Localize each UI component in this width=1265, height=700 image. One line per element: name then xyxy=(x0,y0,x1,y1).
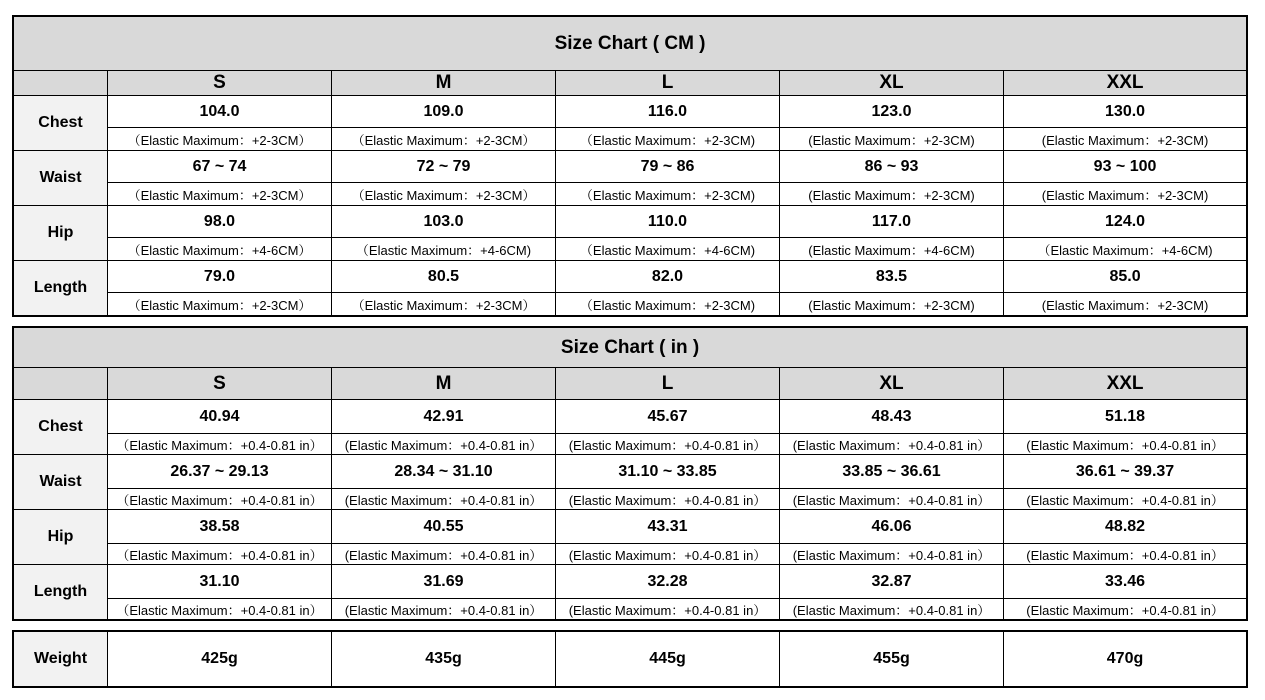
cm-value: 79.0 xyxy=(108,261,332,293)
cm-note: (Elastic Maximum：+2-3CM) xyxy=(1004,293,1247,316)
in-row-length xyxy=(14,565,1247,599)
in-note: (Elastic Maximum：+0.4-0.81 in） xyxy=(1004,489,1247,510)
in-size-header-m: M xyxy=(332,368,556,400)
in-value: 36.61 ~ 39.37 xyxy=(1004,455,1247,489)
cm-size-header-s: S xyxy=(108,71,332,96)
in-value: 28.34 ~ 31.10 xyxy=(332,455,556,489)
cm-value: 110.0 xyxy=(556,206,780,238)
in-note: (Elastic Maximum：+0.4-0.81 in） xyxy=(1004,599,1247,620)
cm-row-waist xyxy=(14,151,1247,183)
in-note: (Elastic Maximum：+0.4-0.81 in） xyxy=(556,599,780,620)
cm-table-title: Size Chart ( CM ) xyxy=(14,17,1247,71)
cm-note: (Elastic Maximum：+2-3CM) xyxy=(780,293,1004,316)
in-note: (Elastic Maximum：+0.4-0.81 in） xyxy=(556,434,780,455)
in-note: (Elastic Maximum：+0.4-0.81 in） xyxy=(556,489,780,510)
weight-value: 445g xyxy=(556,632,780,687)
in-value: 48.82 xyxy=(1004,510,1247,544)
in-note: (Elastic Maximum：+0.4-0.81 in） xyxy=(780,544,1004,565)
cm-size-header-l: L xyxy=(556,71,780,96)
cm-row-label: Hip xyxy=(14,206,108,261)
in-value: 26.37 ~ 29.13 xyxy=(108,455,332,489)
cm-value: 72 ~ 79 xyxy=(332,151,556,183)
cm-value: 80.5 xyxy=(332,261,556,293)
in-value: 31.10 ~ 33.85 xyxy=(556,455,780,489)
in-table-title: Size Chart ( in ) xyxy=(14,328,1247,368)
cm-note: (Elastic Maximum：+2-3CM) xyxy=(1004,128,1247,151)
cm-value: 124.0 xyxy=(1004,206,1247,238)
cm-row-label: Waist xyxy=(14,151,108,206)
cm-value: 98.0 xyxy=(108,206,332,238)
weight-label: Weight xyxy=(14,632,108,687)
cm-value: 130.0 xyxy=(1004,96,1247,128)
cm-row-label: Chest xyxy=(14,96,108,151)
cm-note: （Elastic Maximum：+4-6CM) xyxy=(332,238,556,261)
in-value: 33.85 ~ 36.61 xyxy=(780,455,1004,489)
cm-value: 93 ~ 100 xyxy=(1004,151,1247,183)
cm-value: 86 ~ 93 xyxy=(780,151,1004,183)
cm-value: 85.0 xyxy=(1004,261,1247,293)
cm-size-header-xxl: XXL xyxy=(1004,71,1247,96)
in-row-waist xyxy=(14,455,1247,489)
in-size-header-xxl: XXL xyxy=(1004,368,1247,400)
in-note: (Elastic Maximum：+0.4-0.81 in） xyxy=(332,434,556,455)
in-note: (Elastic Maximum：+0.4-0.81 in） xyxy=(780,599,1004,620)
in-row-hip xyxy=(14,510,1247,544)
cm-row-length xyxy=(14,261,1247,293)
cm-value: 117.0 xyxy=(780,206,1004,238)
cm-note: （Elastic Maximum：+2-3CM） xyxy=(108,293,332,316)
in-note: （Elastic Maximum：+0.4-0.81 in） xyxy=(108,489,332,510)
in-note: （Elastic Maximum：+0.4-0.81 in） xyxy=(108,434,332,455)
cm-note: (Elastic Maximum：+2-3CM) xyxy=(1004,183,1247,206)
in-value: 32.87 xyxy=(780,565,1004,599)
in-row-label: Length xyxy=(14,565,108,620)
in-header-corner xyxy=(14,368,108,400)
cm-row-label: Length xyxy=(14,261,108,316)
weight-value: 470g xyxy=(1004,632,1247,687)
in-row-label: Chest xyxy=(14,400,108,455)
in-value: 33.46 xyxy=(1004,565,1247,599)
in-value: 48.43 xyxy=(780,400,1004,434)
cm-note: （Elastic Maximum：+2-3CM） xyxy=(332,128,556,151)
weight-value: 455g xyxy=(780,632,1004,687)
cm-value: 83.5 xyxy=(780,261,1004,293)
cm-note: （Elastic Maximum：+2-3CM） xyxy=(108,128,332,151)
cm-row-hip xyxy=(14,206,1247,238)
cm-note: （Elastic Maximum：+2-3CM) xyxy=(556,128,780,151)
cm-note: (Elastic Maximum：+2-3CM) xyxy=(780,128,1004,151)
in-note: （Elastic Maximum：+0.4-0.81 in） xyxy=(108,544,332,565)
size-chart-in-table xyxy=(13,327,1247,620)
cm-value: 79 ~ 86 xyxy=(556,151,780,183)
in-row-chest xyxy=(14,400,1247,434)
cm-value: 82.0 xyxy=(556,261,780,293)
cm-note: (Elastic Maximum：+4-6CM) xyxy=(780,238,1004,261)
weight-table xyxy=(13,631,1247,687)
in-note: (Elastic Maximum：+0.4-0.81 in） xyxy=(780,434,1004,455)
in-value: 40.55 xyxy=(332,510,556,544)
in-value: 42.91 xyxy=(332,400,556,434)
in-value: 32.28 xyxy=(556,565,780,599)
cm-value: 104.0 xyxy=(108,96,332,128)
in-value: 31.10 xyxy=(108,565,332,599)
in-size-header-xl: XL xyxy=(780,368,1004,400)
size-chart-cm-table xyxy=(13,16,1247,316)
in-note: (Elastic Maximum：+0.4-0.81 in） xyxy=(1004,544,1247,565)
in-value: 38.58 xyxy=(108,510,332,544)
in-size-header-l: L xyxy=(556,368,780,400)
cm-value: 109.0 xyxy=(332,96,556,128)
in-note: (Elastic Maximum：+0.4-0.81 in） xyxy=(1004,434,1247,455)
cm-size-header-xl: XL xyxy=(780,71,1004,96)
cm-value: 67 ~ 74 xyxy=(108,151,332,183)
in-value: 40.94 xyxy=(108,400,332,434)
in-value: 31.69 xyxy=(332,565,556,599)
in-note: (Elastic Maximum：+0.4-0.81 in） xyxy=(332,489,556,510)
in-value: 51.18 xyxy=(1004,400,1247,434)
cm-value: 123.0 xyxy=(780,96,1004,128)
cm-note: （Elastic Maximum：+2-3CM） xyxy=(332,293,556,316)
in-value: 46.06 xyxy=(780,510,1004,544)
cm-note: （Elastic Maximum：+2-3CM) xyxy=(556,293,780,316)
in-size-header-s: S xyxy=(108,368,332,400)
cm-note: （Elastic Maximum：+2-3CM) xyxy=(556,183,780,206)
weight-value: 425g xyxy=(108,632,332,687)
in-note: (Elastic Maximum：+0.4-0.81 in） xyxy=(332,599,556,620)
weight-value: 435g xyxy=(332,632,556,687)
cm-header-corner xyxy=(14,71,108,96)
cm-row-chest xyxy=(14,96,1247,128)
in-value: 45.67 xyxy=(556,400,780,434)
cm-note: （Elastic Maximum：+2-3CM） xyxy=(332,183,556,206)
in-note: (Elastic Maximum：+0.4-0.81 in） xyxy=(556,544,780,565)
in-note: (Elastic Maximum：+0.4-0.81 in） xyxy=(780,489,1004,510)
in-row-label: Waist xyxy=(14,455,108,510)
cm-note: （Elastic Maximum：+2-3CM） xyxy=(108,183,332,206)
in-note: （Elastic Maximum：+0.4-0.81 in） xyxy=(108,599,332,620)
cm-note: (Elastic Maximum：+2-3CM) xyxy=(780,183,1004,206)
cm-size-header-m: M xyxy=(332,71,556,96)
in-row-label: Hip xyxy=(14,510,108,565)
cm-note: （Elastic Maximum：+4-6CM) xyxy=(556,238,780,261)
cm-value: 103.0 xyxy=(332,206,556,238)
cm-value: 116.0 xyxy=(556,96,780,128)
weight-row xyxy=(14,632,1247,687)
cm-note: （Elastic Maximum：+4-6CM) xyxy=(1004,238,1247,261)
in-value: 43.31 xyxy=(556,510,780,544)
cm-note: （Elastic Maximum：+4-6CM） xyxy=(108,238,332,261)
in-note: (Elastic Maximum：+0.4-0.81 in） xyxy=(332,544,556,565)
